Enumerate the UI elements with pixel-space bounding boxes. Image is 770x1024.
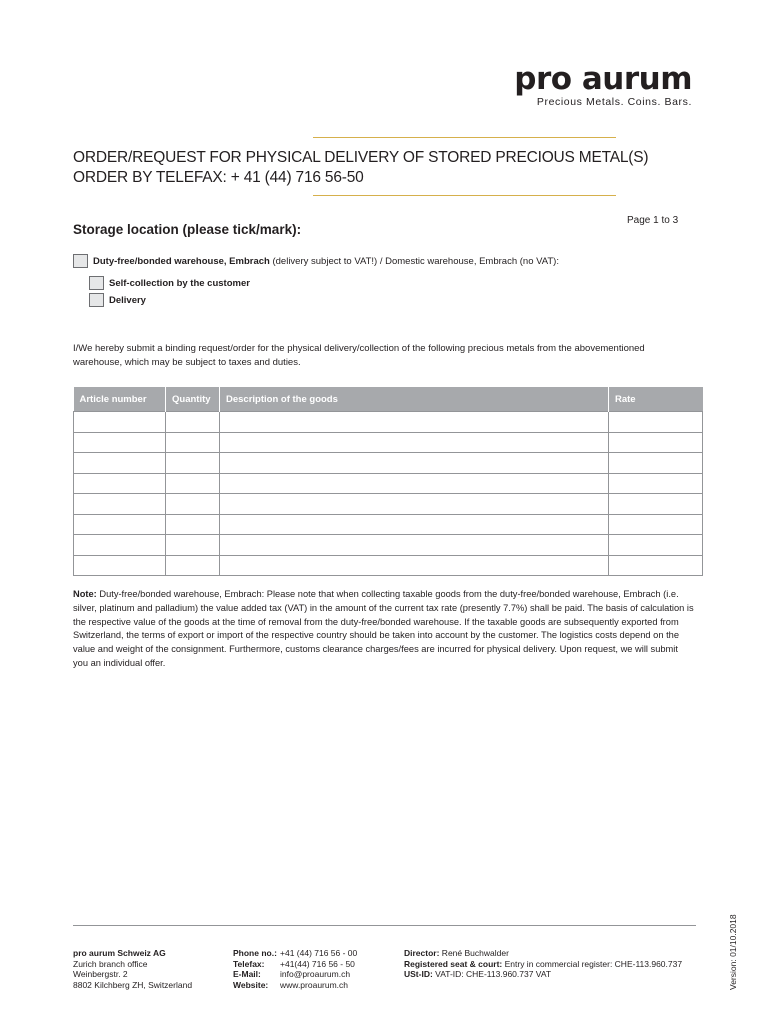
table-row [74, 432, 703, 453]
article-number-input[interactable] [74, 515, 165, 535]
quantity-input[interactable] [166, 453, 219, 473]
duty-free-warehouse-checkbox[interactable] [73, 254, 88, 268]
header-description: Description of the goods [220, 387, 609, 412]
footer-email-label: E-Mail: [233, 969, 261, 979]
quantity-input[interactable] [166, 412, 219, 432]
footer-director-label: Director: [404, 948, 440, 958]
cell-description [220, 432, 609, 453]
table-row [74, 473, 703, 494]
table-row [74, 514, 703, 535]
description-input[interactable] [220, 433, 608, 453]
rate-input[interactable] [609, 412, 702, 432]
table-row [74, 453, 703, 474]
footer-registered-label: Registered seat & court: [404, 958, 503, 969]
footer-city: 8802 Kilchberg ZH, Switzerland [73, 979, 193, 990]
footer-vat: VAT-ID: CHE-113.960.737 VAT [432, 969, 552, 979]
cell-quantity [166, 473, 220, 494]
cell-rate [609, 494, 703, 515]
table-row [74, 535, 703, 556]
cell-description [220, 473, 609, 494]
quantity-input[interactable] [166, 535, 219, 555]
cell-rate [609, 514, 703, 535]
footer-company-name: pro aurum Schweiz AG [73, 948, 166, 958]
note-text [73, 588, 695, 671]
page-title [73, 148, 648, 188]
quantity-input[interactable] [166, 494, 219, 514]
cell-article-number [74, 514, 166, 535]
quantity-input[interactable] [166, 433, 219, 453]
cell-article-number [74, 432, 166, 453]
table-row [74, 494, 703, 515]
storage-option-row [73, 254, 559, 268]
cell-description [220, 494, 609, 515]
delivery-checkbox[interactable] [89, 293, 104, 307]
self-collection-row [89, 276, 250, 290]
cell-article-number [74, 453, 166, 474]
storage-option-label [93, 256, 559, 267]
table-row [74, 555, 703, 576]
title-line-2: ORDER BY TELEFAX: + 41 (44) 716 56-50 [73, 169, 364, 186]
cell-quantity [166, 453, 220, 474]
note-body: Duty-free/bonded warehouse, Embrach: Please note that when collecting taxable goods from the duty-free/bonded warehouse, Embrach (i.e. silver, platinum and palladium) the value added tax (VAT) in the amount of the current tax rate (presently 7.7%) shall be paid. The basis of calculation is the respective value of the goods at the time of removal from the duty-free/bonded warehouse. If the taxable goods are subsequently exported from Switzerland, the terms of export or import of the respective country should be taken into account by the customer. The logistics costs depend on the value and weight of the consignment. Furthermore, customs clearance charges/fees are incurred for physical delivery. Upon request, we will submit you an individual offer. [73, 589, 694, 668]
rate-input[interactable] [609, 556, 702, 576]
table-row [74, 412, 703, 433]
article-number-input[interactable] [74, 474, 165, 494]
header-article-number: Article number [74, 387, 166, 412]
footer-company [73, 948, 192, 990]
cell-description [220, 535, 609, 556]
header-rate: Rate [609, 387, 703, 412]
note-label: Note: [73, 589, 97, 599]
article-number-input[interactable] [74, 556, 165, 576]
storage-option-rest: (delivery subject to VAT!) / Domestic warehouse, Embrach (no VAT): [269, 255, 559, 267]
footer-fax-label: Telefax: [233, 958, 265, 969]
version-label: Version: 01/10.2018 [728, 914, 738, 990]
title-divider-top [313, 137, 616, 138]
footer-phone-label: Phone no.: [233, 948, 277, 958]
article-number-input[interactable] [74, 412, 165, 432]
footer-email[interactable]: info@proaurum.ch [280, 969, 351, 979]
cell-rate [609, 453, 703, 474]
pro-aurum-logo [514, 62, 692, 108]
footer-director: René Buchwalder [439, 948, 509, 958]
rate-input[interactable] [609, 433, 702, 453]
quantity-input[interactable] [166, 556, 219, 576]
footer-phone: +41 (44) 716 56 - 00 [280, 948, 358, 958]
description-input[interactable] [220, 412, 608, 432]
title-divider-bottom [313, 195, 616, 196]
cell-rate [609, 412, 703, 433]
self-collection-checkbox[interactable] [89, 276, 104, 290]
header-quantity: Quantity [166, 387, 220, 412]
cell-rate [609, 432, 703, 453]
storage-heading: Storage location (please tick/mark): [73, 222, 302, 237]
article-number-input[interactable] [74, 453, 165, 473]
rate-input[interactable] [609, 515, 702, 535]
rate-input[interactable] [609, 453, 702, 473]
description-input[interactable] [220, 515, 608, 535]
cell-description [220, 453, 609, 474]
footer-street: Weinbergstr. 2 [73, 969, 128, 979]
cell-description [220, 555, 609, 576]
cell-quantity [166, 432, 220, 453]
cell-rate [609, 535, 703, 556]
cell-article-number [74, 555, 166, 576]
description-input[interactable] [220, 474, 608, 494]
self-collection-label: Self-collection by the customer [109, 277, 250, 289]
brand-tagline: Precious Metals. Coins. Bars. [536, 96, 692, 108]
footer-legal [404, 948, 682, 980]
cell-quantity [166, 514, 220, 535]
delivery-row [89, 293, 146, 307]
footer-contacts [233, 948, 357, 990]
cell-article-number [74, 494, 166, 515]
cell-quantity [166, 535, 220, 556]
footer-divider [73, 925, 696, 926]
rate-input[interactable] [609, 535, 702, 555]
quantity-input[interactable] [166, 515, 219, 535]
footer-registered: Entry in commercial register: CHE-113.960.737 [502, 958, 683, 969]
page-number: Page 1 to 3 [627, 215, 679, 226]
cell-article-number [74, 412, 166, 433]
article-number-input[interactable] [74, 433, 165, 453]
rate-input[interactable] [609, 474, 702, 494]
table-header-row [74, 387, 703, 412]
description-input[interactable] [220, 556, 608, 576]
cell-article-number [74, 473, 166, 494]
description-input[interactable] [220, 494, 608, 514]
cell-description [220, 514, 609, 535]
storage-option-bold: Duty-free/bonded warehouse, Embrach [93, 255, 270, 267]
footer-fax: +41(44) 716 56 - 50 [280, 958, 355, 969]
cell-quantity [166, 494, 220, 515]
description-input[interactable] [220, 453, 608, 473]
rate-input[interactable] [609, 494, 702, 514]
goods-table [73, 387, 703, 576]
description-input[interactable] [220, 535, 608, 555]
quantity-input[interactable] [166, 474, 219, 494]
article-number-input[interactable] [74, 535, 165, 555]
cell-rate [609, 555, 703, 576]
delivery-label: Delivery [109, 294, 146, 306]
footer-website-label: Website: [233, 979, 269, 990]
cell-quantity [166, 555, 220, 576]
footer-website[interactable]: www.proaurum.ch [280, 979, 349, 990]
title-line-1: ORDER/REQUEST FOR PHYSICAL DELIVERY OF STORED PRECIOUS METAL(S) [73, 149, 649, 166]
cell-quantity [166, 412, 220, 433]
cell-rate [609, 473, 703, 494]
cell-article-number [74, 535, 166, 556]
footer-branch: Zurich branch office [73, 958, 148, 969]
article-number-input[interactable] [74, 494, 165, 514]
cell-description [220, 412, 609, 433]
intro-text: I/We hereby submit a binding request/order for the physical delivery/collection of the following precious metals from the abovementioned warehouse, which may be subject to taxes and duties. [73, 343, 645, 368]
brand-name: pro aurum [514, 61, 692, 97]
footer-vat-label: USt-ID: [404, 969, 433, 979]
